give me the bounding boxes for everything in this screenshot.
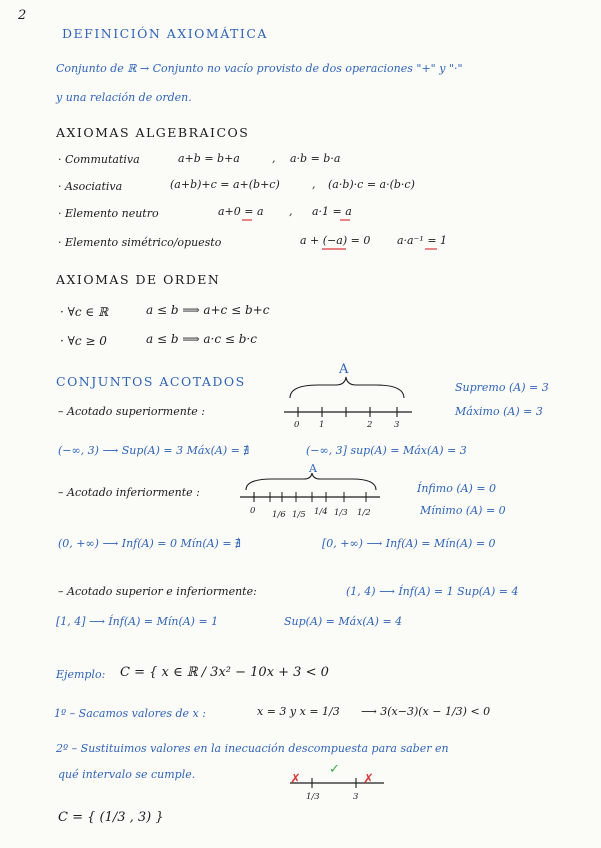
- lower-bounded-label: – Acotado inferiormente :: [58, 486, 200, 499]
- lower-tick-0: 0: [250, 506, 256, 516]
- definition-line-2: y una relación de orden.: [56, 91, 192, 104]
- lower-tick-4: 1/3: [334, 508, 348, 518]
- axiom-commutative-sum: a+b = b+a: [178, 152, 240, 165]
- order-axiom-1-quantifier: · ∀c ∈ ℝ: [60, 305, 109, 319]
- order-axiom-1-rule: a ≤ b ⟹ a+c ≤ b+c: [146, 303, 270, 317]
- example-step-2-line-2: qué intervalo se cumple.: [58, 768, 196, 781]
- example-step-1-roots: x = 3 y x = 1/3: [257, 705, 340, 718]
- axiom-associative-name: · Asociativa: [58, 180, 123, 193]
- order-axioms-heading: AXIOMAS DE ORDEN: [56, 272, 221, 287]
- upper-bounded-label: – Acotado superiormente :: [58, 405, 205, 418]
- page-number: 2: [18, 8, 27, 23]
- axiom-symmetric-name: · Elemento simétrico/opuesto: [58, 236, 222, 249]
- upper-tick-1: 1: [319, 420, 325, 430]
- sign-tick-3: 3: [353, 792, 359, 802]
- lower-tick-3: 1/4: [314, 507, 328, 517]
- axiom-associative-sep: ,: [312, 178, 316, 191]
- infimum-value: Ínfimo (A) = 0: [417, 482, 497, 495]
- upper-example-closed: (−∞, 3] sup(A) = Máx(A) = 3: [306, 444, 467, 457]
- axiom-neutral-sep: ,: [289, 205, 293, 218]
- example-step-1: 1º – Sacamos valores de x :: [54, 707, 206, 720]
- axiom-associative-product: (a·b)·c = a·(b·c): [328, 178, 415, 191]
- axiom-neutral-name: · Elemento neutro: [58, 207, 159, 220]
- axiom-symmetric-sum: a + (−a) = 0: [300, 234, 371, 247]
- minimum-value: Mínimo (A) = 0: [420, 504, 506, 517]
- bounded-sets-heading: CONJUNTOS ACOTADOS: [56, 374, 246, 389]
- axiom-associative-sum: (a+b)+c = a+(b+c): [170, 178, 280, 191]
- supremum-value: Supremo (A) = 3: [455, 381, 549, 394]
- axiom-commutative-sep: ,: [272, 152, 276, 165]
- axiom-neutral-sum: a+0 = a: [218, 205, 264, 218]
- axiom-neutral-product: a·1 = a: [312, 205, 352, 218]
- sign-left-cross-icon: ✗: [290, 772, 301, 787]
- axiom-commutative-name: · Commutativa: [58, 153, 140, 166]
- lower-brace-label: A: [309, 462, 317, 475]
- both-example-open: (1, 4) ⟶ Ínf(A) = 1 Sup(A) = 4: [346, 585, 519, 598]
- upper-tick-3: 3: [394, 420, 400, 430]
- page-title: DEFINICIÓN AXIOMÁTICA: [62, 26, 268, 41]
- example-label: Ejemplo:: [56, 668, 106, 681]
- upper-example-open: (−∞, 3) ⟶ Sup(A) = 3 Máx(A) = ∄: [58, 444, 250, 457]
- lower-example-closed: [0, +∞) ⟶ Inf(A) = Mín(A) = 0: [322, 537, 496, 550]
- lower-tick-5: 1/2: [357, 508, 371, 518]
- both-example-closed-sup: Sup(A) = Máx(A) = 4: [284, 615, 403, 628]
- order-axiom-2-rule: a ≤ b ⟹ a·c ≤ b·c: [146, 332, 257, 346]
- upper-tick-0: 0: [294, 420, 300, 430]
- upper-brace-label: A: [339, 362, 349, 377]
- example-step-2-line-1: 2º – Sustituimos valores en la inecuación descompuesta para saber en: [56, 742, 449, 755]
- axiom-commutative-product: a·b = b·a: [290, 152, 341, 165]
- both-bounded-label: – Acotado superior e inferiormente:: [58, 585, 257, 598]
- algebraic-axioms-heading: AXIOMAS ALGEBRAICOS: [56, 125, 250, 140]
- definition-line-1: Conjunto de ℝ → Conjunto no vacío provisto de dos operaciones "+" y "·": [56, 62, 463, 75]
- axiom-symmetric-product: a·a⁻¹ = 1: [397, 234, 448, 247]
- sign-tick-1-3: 1/3: [306, 792, 320, 802]
- example-step-1-factorized: ⟶ 3(x−3)(x − 1/3) < 0: [361, 705, 491, 718]
- lower-tick-2: 1/5: [292, 510, 306, 520]
- lower-tick-1: 1/6: [272, 510, 286, 520]
- lower-example-open: (0, +∞) ⟶ Inf(A) = 0 Mín(A) = ∄: [58, 537, 242, 550]
- both-example-closed-inf: [1, 4] ⟶ Ínf(A) = Mín(A) = 1: [56, 615, 219, 628]
- sign-middle-check-icon: ✓: [329, 762, 340, 777]
- example-result: C = { (1/3 , 3) }: [58, 810, 164, 825]
- sign-number-line: [0, 0, 1, 1]
- maximum-value: Máximo (A) = 3: [455, 405, 543, 418]
- upper-tick-2: 2: [367, 420, 373, 430]
- sign-right-cross-icon: ✗: [363, 772, 374, 787]
- order-axiom-2-quantifier: · ∀c ≥ 0: [60, 334, 107, 348]
- example-set-definition: C = { x ∈ ℝ / 3x² − 10x + 3 < 0: [120, 665, 329, 680]
